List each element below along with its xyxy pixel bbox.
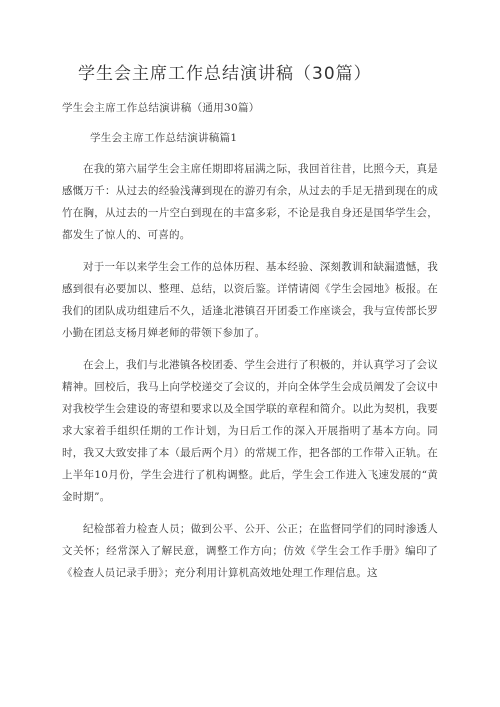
body-paragraph: 在会上，我们与北港镇各校团委、学生会进行了积极的，并认真学习了会议精神。回校后，我马上向学校递交了会议的，并向全体学生会成员阐发了会议中对我校学生会建设的寄望和要求以及全国学联的章程和简介。以此为契机，我要求大家着手组织任期的工作计划，为日后工作的深入开展指明了基本方向。同时，我又大致安排了本（最后两个月）的常规工作，把各部的工作带入正轨。在上半年10月份，学生会进行了机构调整。此后，学生会工作进入飞速发展的“黄金时期”。	[62, 359, 438, 503]
document-title: 学生会主席工作总结演讲稿（30篇）	[78, 64, 372, 84]
body-paragraph: 对于一年以来学生会工作的总体历程、基本经验、深刻教训和缺漏遗憾，我感到很有必要加以、整理、总结，以资后鉴。详情请阅《学生会园地》板报。在我们的团队成功组建后不久，适逢北港镇召开团委工作座谈会，我与宣传部长罗小勤在团总支杨月婵老师的带领下参加了。	[62, 261, 438, 339]
document-subtitle: 学生会主席工作总结演讲稿（通用30篇）	[62, 102, 260, 114]
body-paragraph: 纪检部着力检查人员；做到公平、公开、公正；在监督同学们的同时渗透人文关怀；经常深入了解民意，调整工作方向；仿效《学生会工作手册》编印了《检查人员记录手册》；充分利用计算机高效地处理工作理信息。这	[62, 523, 438, 579]
section-heading: 学生会主席工作总结演讲稿篇1	[90, 132, 238, 144]
body-paragraph: 在我的第六届学生会主席任期即将届满之际，我回首往昔，比照今天，真是感慨万千：从过去的经验浅薄到现在的游刃有余，从过去的手足无措到现在的成竹在胸，从过去的一片空白到现在的丰富多彩，不论是我自身还是国华学生会，都发生了惊人的、可喜的。	[62, 163, 438, 241]
